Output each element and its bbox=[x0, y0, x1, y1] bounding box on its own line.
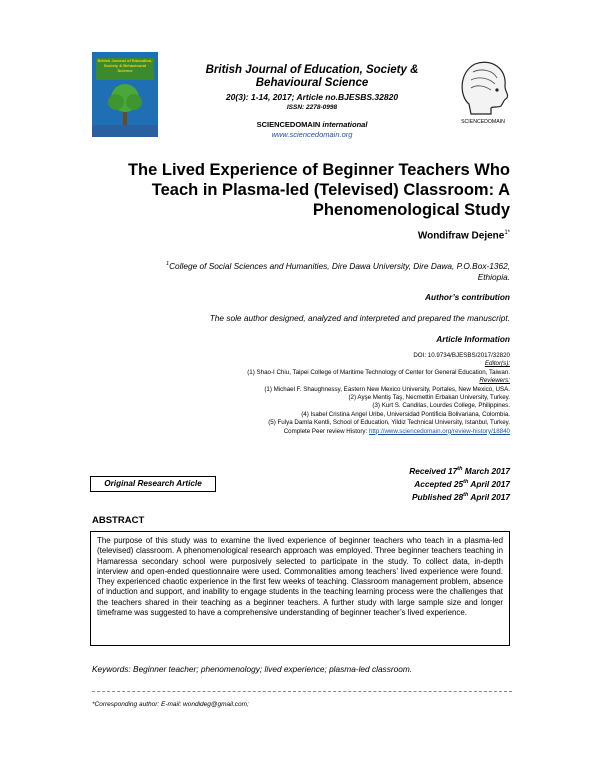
title-line: The Lived Experience of Beginner Teachers Who bbox=[127, 161, 510, 179]
affiliation-line2: Ethiopia. bbox=[477, 271, 510, 282]
corresponding-author-footnote: *Corresponding author: E-mail: wondideg@gmail.com; bbox=[92, 701, 249, 708]
review-history bbox=[100, 428, 510, 436]
contribution-text: The sole author designed, analyzed and interpreted and prepared the manuscript. bbox=[209, 313, 510, 323]
publisher-suffix: international bbox=[322, 120, 368, 129]
article-info-heading: Article Information bbox=[436, 334, 510, 344]
reviewer-item: (2) Ayşe Mentiş Taş, Necmettin Erbakan University, Turkey. bbox=[348, 394, 510, 402]
reviewers-label: Reviewers: bbox=[479, 377, 510, 385]
review-history-link[interactable]: http://www.sciencedomain.org/review-history/18840 bbox=[368, 427, 510, 435]
affiliation-line1: College of Social Sciences and Humanities, Dire Dawa University, Dire Dawa, P.O.Box-1362, bbox=[169, 260, 510, 271]
title-line: Phenomenological Study bbox=[312, 201, 510, 219]
received-date: Received 17th March 2017 bbox=[409, 465, 510, 476]
published-date: Published 28th April 2017 bbox=[411, 491, 510, 502]
affiliation-marker: 1 bbox=[166, 261, 170, 267]
article-info-block bbox=[100, 352, 510, 436]
journal-name-line2: Behavioural Science bbox=[255, 77, 369, 89]
abstract-heading: ABSTRACT bbox=[92, 515, 145, 526]
journal-cover-image bbox=[92, 52, 158, 137]
journal-name bbox=[196, 64, 428, 90]
author-affiliation bbox=[90, 259, 510, 283]
publisher-name: SCIENCEDOMAIN bbox=[256, 120, 321, 129]
article-type-badge: Original Research Article bbox=[90, 476, 216, 492]
author-marker: 1* bbox=[504, 230, 510, 236]
author-name bbox=[300, 230, 510, 241]
issn: ISSN: 2278-0998 bbox=[286, 104, 338, 111]
reviewer-item: (1) Michael F. Shaughnessy, Eastern New Mexico University, Portales, New Mexico, USA. bbox=[264, 385, 510, 393]
publisher-website-link[interactable]: www.sciencedomain.org bbox=[271, 130, 353, 139]
footnote-divider bbox=[92, 691, 512, 692]
publisher-logo-icon bbox=[447, 52, 519, 126]
keywords: Keywords: Beginner teacher; phenomenology; lived experience; plasma-led classroom. bbox=[92, 664, 413, 674]
editors-label: Editor(s): bbox=[484, 360, 510, 368]
article-dates bbox=[300, 464, 510, 502]
accepted-date: Accepted 25th April 2017 bbox=[414, 478, 510, 489]
logo-caption: SCIENCEDOMAIN bbox=[461, 119, 505, 125]
title-line: Teach in Plasma-led (Televised) Classroom: A bbox=[151, 181, 510, 199]
doi: DOI: 10.9734/BJESBS/2017/32820 bbox=[413, 352, 510, 359]
author-name-text: Wondifraw Dejene bbox=[417, 230, 505, 242]
volume-info: 20(3): 1-14, 2017; Article no.BJESBS.32820 bbox=[225, 92, 399, 102]
review-history-label: Complete Peer review History: bbox=[283, 427, 368, 435]
publisher bbox=[196, 120, 428, 129]
abstract-text: The purpose of this study was to examine the lived experience of beginner teachers who teach in a plasma-led (televised) classroom. A phenomenological research approach was employed. Three beginner teachers teaching in Hamaressa secondary school were purposively selected to participate in the study. To collect data, in-depth interview and open-ended questionnaire were used. Commonalities among teachers’ lived experience were found. They experienced chaotic experience in the first few weeks of teaching. Classroom management problem, absence of induction and support, and inability to engage students in the teaching learning process were the challenges that the teachers shared in their teaching as a beginner teachers. A further study with large sample size and longer timeframe was suggested to have a comprehensive understanding of beginner teacher’s lived experience. bbox=[90, 531, 510, 646]
reviewer-item: (3) Kurt S. Candilas, Lourdes College, Philippines. bbox=[372, 402, 510, 410]
cover-title-text: British Journal of Education, Society & Behavioural Science bbox=[97, 58, 153, 73]
article-title bbox=[40, 160, 510, 220]
reviewer-item: (4) Isabel Cristina Angel Uribe, Universidad Pontificia Bolivariana, Colombia. bbox=[301, 410, 510, 418]
editor-item: (1) Shao-I Chiu, Taipei College of Maritime Technology of Center for General Education, Taiwan. bbox=[247, 368, 510, 376]
reviewer-item: (5) Fulya Damla Kentli, School of Education, Yildiz Technical University, Istanbul, Turkey. bbox=[268, 419, 510, 427]
journal-name-line1: British Journal of Education, Society & bbox=[205, 64, 419, 76]
contribution-heading: Author’s contribution bbox=[425, 292, 510, 302]
tree-icon bbox=[92, 52, 158, 137]
